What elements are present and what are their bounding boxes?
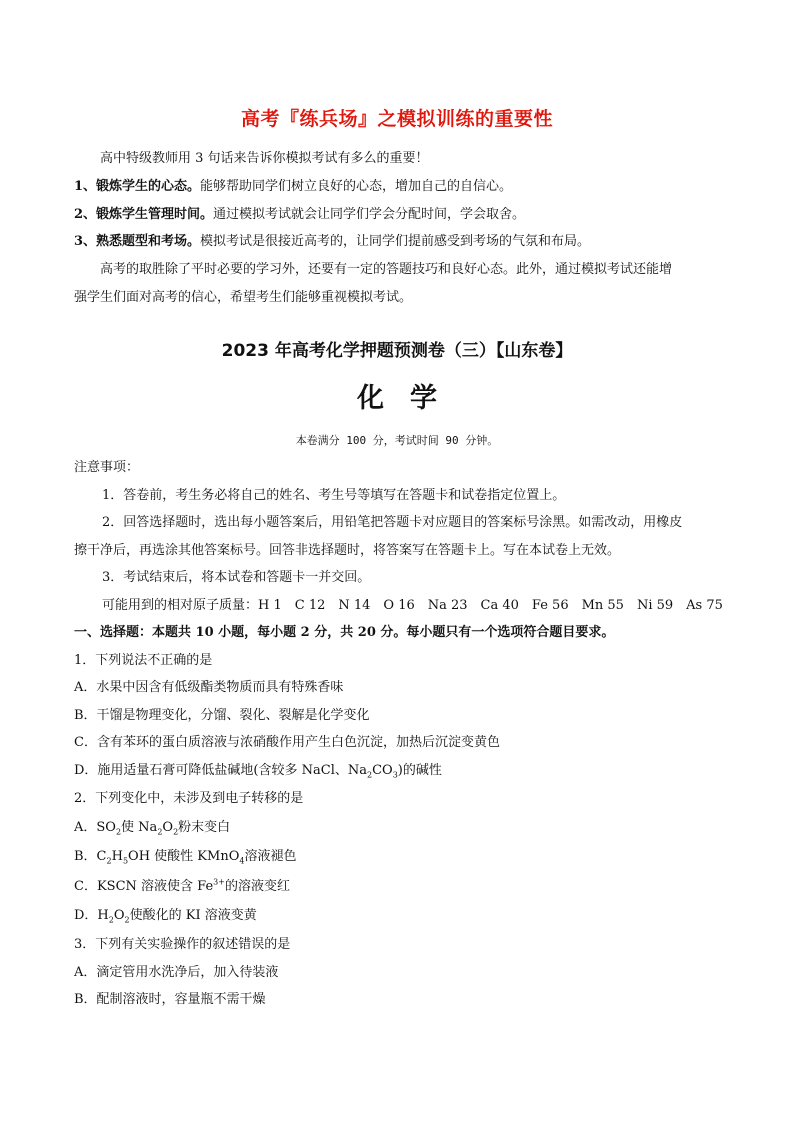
subject-title: 化学 <box>357 383 463 414</box>
q1-stem: 1．下列说法不正确的是 <box>74 653 213 668</box>
notice-item-3: 3．考试结束后，将本试卷和答题卡一并交回。 <box>102 570 371 585</box>
text-run: O <box>113 908 125 923</box>
q2-option-c <box>74 878 290 896</box>
exam-meta: 本卷满分 100 分，考试时间 90 分钟。 <box>295 434 499 447</box>
notice-heading: 注意事项： <box>74 460 140 475</box>
promo-point-text: 通过模拟考试就会让同学们学会分配时间，学会取舍。 <box>213 207 526 222</box>
text-run: H <box>111 849 123 864</box>
text-run: D．施用适量石膏可降低盐碱地(含较多 NaCl、Na <box>74 763 367 778</box>
q1-option-c: C．含有苯环的蛋白质溶液与浓硝酸作用产生白色沉淀，加热后沉淀变黄色 <box>74 735 500 750</box>
subscript: 2 <box>115 827 122 837</box>
section-1-text: 本题共 10 小题，每小题 2 分，共 20 分。每小题只有一个选项符合题目要求。 <box>152 625 615 640</box>
exam-title: 2023 年高考化学押题预测卷（三）【山东卷】 <box>221 341 573 361</box>
promo-intro: 高中特级教师用 3 句话来告诉你模拟考试有多么的重要！ <box>100 151 429 166</box>
q2-option-a <box>74 819 230 837</box>
notice-item-2-line-2: 擦干净后，再选涂其他答案标号。回答非选择题时，将答案写在答题卡上。写在本试卷上无效。 <box>74 543 621 558</box>
text-run: D．H <box>74 908 109 923</box>
subscript: 2 <box>366 770 373 780</box>
notice-item-1: 1．答卷前，考生务必将自己的姓名、考生号等填写在答题卡和试卷指定位置上。 <box>102 488 566 503</box>
q1-option-d <box>74 762 442 780</box>
subscript: 2 <box>124 915 130 925</box>
q3-stem: 3．下列有关实验操作的叙述错误的是 <box>74 937 291 952</box>
promo-closing-line-1: 高考的取胜除了平时必要的学习外，还要有一定的答题技巧和良好心态。此外，通过模拟考试还能增 <box>100 262 673 277</box>
text-run: B．C <box>74 849 107 864</box>
text-run: 溶液褪色 <box>244 849 297 864</box>
section-1-heading <box>74 624 614 642</box>
promo-point-text: 模拟考试是很接近高考的，让同学们提前感受到考场的气氛和布局。 <box>200 234 591 249</box>
q3-option-b: B．配制溶液时，容量瓶不需干燥 <box>74 992 266 1007</box>
q2-stem: 2．下列变化中，未涉及到电子转移的是 <box>74 791 304 806</box>
q1-option-b: B．干馏是物理变化，分馏、裂化、裂解是化学变化 <box>74 708 370 723</box>
text-run: OH 使酸性 KMnO <box>128 849 240 864</box>
q3-option-a: A．滴定管用水洗净后，加入待装液 <box>74 965 279 980</box>
promo-point-2 <box>74 206 525 224</box>
promo-closing-line-2: 强学生们面对高考的信心，希望考生们能够重视模拟考试。 <box>74 290 413 305</box>
atomic-mass-line: 可能用到的相对原子质量：H 1 C 12 N 14 O 16 Na 23 Ca 40 Fe 56 Mn 55 Ni 59 As 75 <box>102 598 723 613</box>
section-1-lead: 一、选择题： <box>74 625 153 640</box>
promo-point-lead: 1、锻炼学生的心态。 <box>74 179 201 194</box>
notice-item-2-line-1: 2．回答选择题时，选出每小题答案后，用铅笔把答题卡对应题目的答案标号涂黑。如需改动，用橡皮 <box>102 515 683 530</box>
q1-option-a: A．水果中因含有低级酯类物质而具有特殊香味 <box>74 680 344 695</box>
subscript: 3 <box>392 770 398 780</box>
promo-point-lead: 3、熟悉题型和考场。 <box>74 234 201 249</box>
subscript: 4 <box>239 856 245 866</box>
text-run: CO <box>372 763 393 778</box>
subscript: 2 <box>106 856 112 866</box>
text-run: )的碱性 <box>397 763 442 778</box>
text-run: 使 Na <box>121 820 158 835</box>
text-run: 使酸化的 KI 溶液变黄 <box>129 908 257 923</box>
q2-option-d <box>74 907 257 925</box>
text-run: 的溶液变红 <box>224 879 290 894</box>
text-run: A．SO <box>74 820 116 835</box>
promo-point-lead: 2、锻炼学生管理时间。 <box>74 207 214 222</box>
promo-point-1 <box>74 178 512 196</box>
subscript: 2 <box>173 827 179 837</box>
subscript: 2 <box>157 827 163 837</box>
q2-option-b <box>74 848 296 866</box>
subscript: 5 <box>122 856 129 866</box>
promo-title: 高考『练兵场』之模拟训练的重要性 <box>240 108 553 130</box>
text-run: C．KSCN 溶液使含 Fe <box>74 879 214 894</box>
superscript: 3+ <box>213 877 225 887</box>
promo-point-text: 能够帮助同学们树立良好的心态，增加自己的自信心。 <box>200 179 513 194</box>
text-run: 粉末变白 <box>178 820 231 835</box>
promo-point-3 <box>74 233 590 251</box>
subscript: 2 <box>108 915 114 925</box>
text-run: O <box>162 820 174 835</box>
